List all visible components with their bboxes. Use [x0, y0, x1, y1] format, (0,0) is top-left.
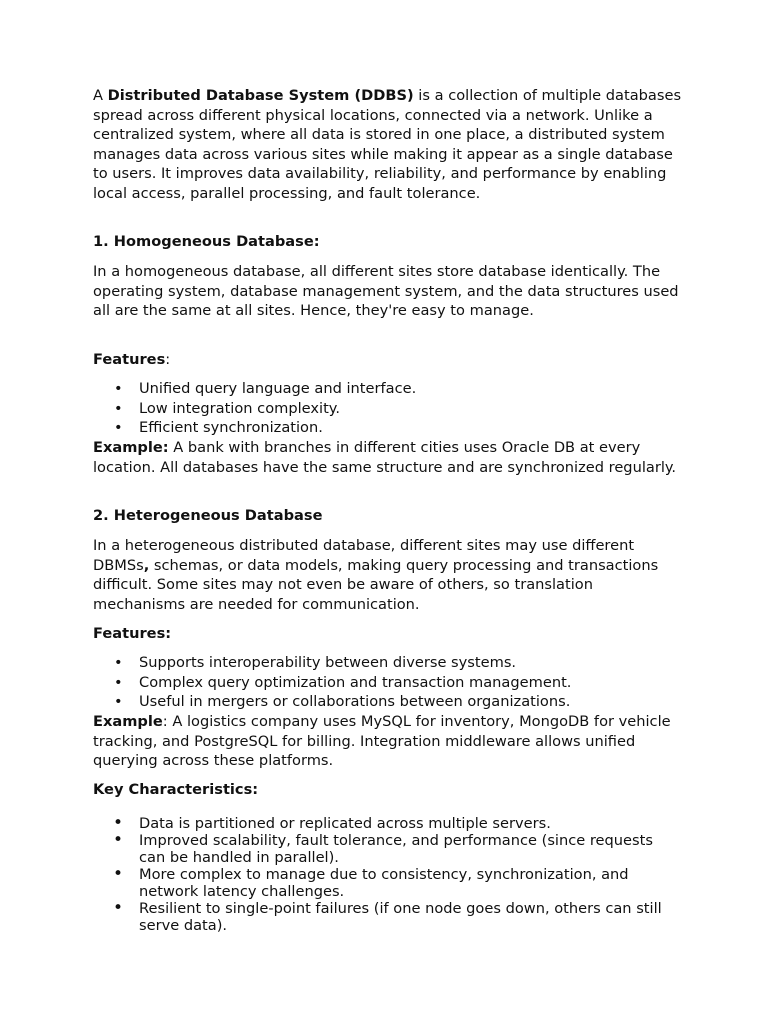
intro-prefix: A [93, 87, 108, 104]
heterogeneous-features-label: Features: [93, 625, 172, 642]
list-item: • Data is partitioned or replicated across multiple servers. [93, 815, 683, 832]
intro-text: is a collection of multiple databases spread across different physical locations, connected via a network. Unlike a centralized system, where all data is stored in one place, a distributed system manages data across various sites while making it appear as a single database to users. It improves data availability, reliability, and performance by enabling local access, parallel processing, and fault tolerance. [93, 87, 682, 202]
key-characteristics-list [93, 815, 683, 934]
heterogeneous-description: In a heterogeneous distributed database, different sites may use different DBMSs, schemas, or data models, making query processing and transactions difficult. Some sites may not even be aware of others, so translation mechanisms are needed for communication. [93, 537, 659, 613]
list-item: • Unified query language and interface. [93, 379, 683, 399]
heterogeneous-example [93, 712, 683, 771]
list-item: • Efficient synchronization. [93, 418, 683, 438]
example-label: Example: [93, 439, 169, 456]
list-item: • Supports interoperability between diverse systems. [93, 653, 683, 673]
list-item: • Useful in mergers or collaborations between organizations. [93, 692, 683, 712]
homogeneous-description: In a homogeneous database, all different sites store database identically. The operating system, database management system, and the data structures used all are the same at all sites. Hence, they're easy to manage. [93, 263, 679, 319]
example-label: Example [93, 713, 163, 730]
heterogeneous-features-list [93, 653, 683, 712]
intro-paragraph [93, 86, 683, 203]
intro-term: Distributed Database System (DDBS) [107, 87, 414, 104]
homogeneous-features-label: Features: [93, 351, 171, 368]
list-item: • Resilient to single-point failures (if one node goes down, others can still serve data). [93, 900, 683, 934]
list-item: • Improved scalability, fault tolerance, and performance (since requests can be handled in parallel). [93, 832, 683, 866]
list-item: • Complex query optimization and transaction management. [93, 673, 683, 693]
homogeneous-heading: 1. Homogeneous Database: [93, 233, 320, 250]
homogeneous-features-list [93, 379, 683, 438]
heterogeneous-heading: 2. Heterogeneous Database [93, 507, 323, 524]
homogeneous-example [93, 438, 683, 477]
key-characteristics-heading: Key Characteristics: [93, 781, 259, 798]
list-item: • Low integration complexity. [93, 399, 683, 419]
list-item: • More complex to manage due to consistency, synchronization, and network latency challenges. [93, 866, 683, 900]
example-text: A bank with branches in different cities uses Oracle DB at every location. All databases have the same structure and are synchronized regularly. [93, 439, 677, 476]
example-text: : A logistics company uses MySQL for inventory, MongoDB for vehicle tracking, and PostgreSQL for billing. Integration middleware allows unified querying across these platforms. [93, 713, 671, 769]
